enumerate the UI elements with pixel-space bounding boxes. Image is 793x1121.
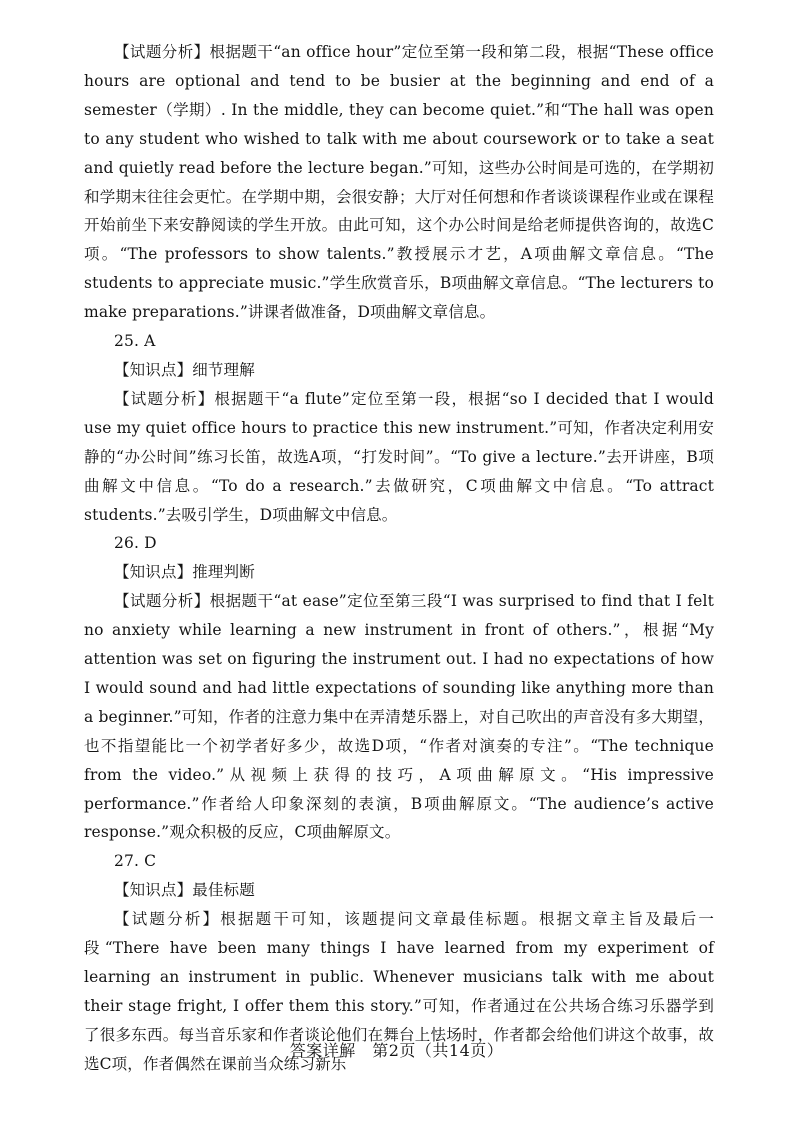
knowledge-point-27: 【知识点】最佳标题 [114, 881, 255, 900]
answer-explanation-body [84, 38, 714, 1079]
paragraph-analysis-26: 【试题分析】根据题干“at ease”定位至第三段“I was surprised to find that I felt no anxiety while learning a new instrument in front of others.”，根据“My attention was set on figuring the instrument out. I had no expectations of how I would sound and had little expectations of sounding like anything more than a beginner.”可知，作者的注意力集中在弄清楚乐器上，对自己吹出的声音没有多大期望，也不指望能比一个初学者好多少，故选D项，“作者对演奏的专注”。“The technique from the video.”从视频上获得的技巧，A项曲解原文。“His impressive performance.”作者给人印象深刻的表演，B项曲解原文。“The audience’s active response.”观众积极的反应，C项曲解原文。 [84, 592, 714, 842]
answer-25: 25. A [114, 332, 156, 351]
answer-27: 27. C [114, 852, 157, 871]
paragraph-analysis-25: 【试题分析】根据题干“a flute”定位至第一段，根据“so I decided that I would use my quiet office hours to practice this new instrument.”可知，作者决定利用安静的“办公时间”练习长笛，故选A项，“打发时间”。“To give a lecture.”去开讲座，B项曲解文中信息。“To do a research.”去做研究，C项曲解文中信息。“To attract students.”去吸引学生，D项曲解文中信息。 [84, 389, 714, 524]
paragraph-analysis-27: 【试题分析】根据题干可知，该题提问文章最佳标题。根据文章主旨及最后一段“There have been many things I have learned from my experiment of learning an instrument in public. Whenever musicians talk with me about their stage fright, I offer them this story.”可知，作者通过在公共场合练习乐器学到了很多东西。每当音乐家和作者谈论他们在舞台上怯场时，作者都会给他们讲这个故事，故选C项，作者偶然在课前当众练习新乐 [84, 910, 714, 1073]
knowledge-point-25: 【知识点】细节理解 [114, 360, 255, 379]
knowledge-point-26: 【知识点】推理判断 [114, 563, 255, 582]
answer-26: 26. D [114, 534, 157, 553]
page-footer: 答案详解 第2页（共14页） [289, 1041, 504, 1060]
paragraph-analysis-24: 【试题分析】根据题干“an office hour”定位至第一段和第二段，根据“These office hours are optional and tend to be busier at the beginning and end of a semester（学期）. In the middle, they can become quiet.”和“The hall was open to any student who wished to talk with me about coursework or to take a seat and quietly read before the lecture began.”可知，这些办公时间是可选的，在学期初和学期末往往会更忙。在学期中期，会很安静；大厅对任何想和作者谈谈课程作业或在课程开始前坐下来安静阅读的学生开放。由此可知，这个办公时间是给老师提供咨询的，故选C项。“The professors to show talents.”教授展示才艺，A项曲解文章信息。“The students to appreciate music.”学生欣赏音乐，B项曲解文章信息。“The lecturers to make preparations.”讲课者做准备，D项曲解文章信息。 [84, 43, 714, 322]
